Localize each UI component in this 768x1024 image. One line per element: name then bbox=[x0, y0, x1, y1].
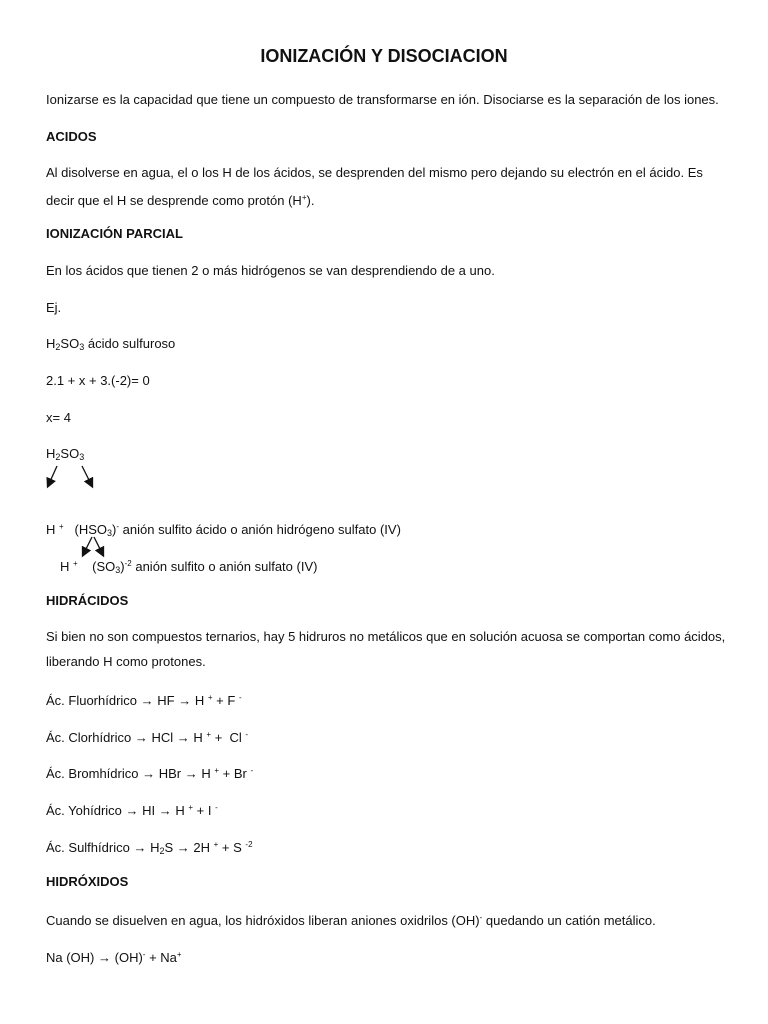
hidroxido-example: Na (OH) → (OH)- + Na+ bbox=[46, 950, 182, 965]
item-cation: 2H bbox=[193, 840, 210, 855]
item-cation: H bbox=[201, 766, 211, 781]
hidroxidos-paragraph: Cuando se disuelven en agua, los hidróxidos liberan aniones oxidrilos (OH)- quedando un catión metálico. bbox=[46, 913, 656, 928]
item-anion: S bbox=[233, 840, 242, 855]
oxidation-equation: 2.1 + x + 3.(-2)= 0 bbox=[46, 373, 150, 388]
hidracido-item: Ác. Sulfhídrico → $H_2S \to 2H$ + + S $^{-2}$ bbox=[46, 840, 253, 856]
item-anion: Br bbox=[233, 766, 247, 781]
example-label: Ej. bbox=[46, 300, 62, 315]
item-formula: HI bbox=[142, 803, 156, 818]
item-formula: HCl bbox=[151, 730, 174, 745]
item-formula: HBr bbox=[158, 766, 182, 781]
hidracido-item: Ác. Clorhídrico → HCl → H + + Cl - bbox=[46, 730, 249, 745]
step-2-line: H + $(SO_3)^{-2}$ anión sulfito o anión sulfato (IV) bbox=[60, 559, 318, 575]
heading-ionizacion-parcial: IONIZACIÓN PARCIAL bbox=[46, 226, 183, 241]
heading-acidos: ACIDOS bbox=[46, 129, 97, 144]
page-title: IONIZACIÓN Y DISOCIACION bbox=[260, 46, 508, 66]
example-lhs: Na (OH) bbox=[46, 950, 95, 965]
item-anion: I bbox=[207, 803, 212, 818]
compound-name: ácido sulfuroso bbox=[87, 336, 176, 351]
step-2-name: anión sulfito o anión sulfato (IV) bbox=[135, 559, 318, 574]
example-cation: Na bbox=[160, 950, 177, 965]
acidos-text: decir que el H se desprende como protón (H bbox=[46, 193, 302, 208]
item-cation: H bbox=[175, 803, 185, 818]
intro-paragraph: Ionizarse es la capacidad que tiene un compuesto de transformarse en ión. Disociarse es la separación de los iones. bbox=[46, 92, 719, 107]
arrow-down-right-1 bbox=[82, 466, 92, 486]
hidracidos-paragraph-line-1: Si bien no son compuestos ternarios, hay 5 hidruros no metálicos que en solución acuosa se comportan como ácidos, bbox=[46, 629, 726, 644]
hidracido-item: Ác. Fluorhídrico → HF → H + + F - bbox=[46, 693, 242, 708]
item-cation: H bbox=[194, 693, 205, 708]
item-anion: Cl bbox=[229, 730, 242, 745]
item-name: Ác. Fluorhídrico bbox=[46, 693, 138, 708]
item-formula-end: S bbox=[164, 840, 174, 855]
item-cation: H bbox=[193, 730, 203, 745]
acidos-paragraph-line-1: Al disolverse en agua, el o los H de los ácidos, se desprenden del mismo pero dejando su electrón en el ácido. Es bbox=[46, 165, 703, 180]
hidroxidos-text-end: quedando un catión metálico. bbox=[482, 913, 656, 928]
proton-charge: + bbox=[301, 193, 307, 202]
item-formula: HF bbox=[157, 693, 175, 708]
hidracido-item: Ác. Bromhídrico → HBr → H + + Br - bbox=[46, 766, 254, 781]
acidos-text-end: ). bbox=[306, 193, 315, 208]
item-formula-subscript: 2 bbox=[159, 846, 165, 856]
arrow-down-left-1 bbox=[48, 466, 57, 486]
hidracido-item: Ác. Yohídrico → HI → H + + I - bbox=[46, 803, 218, 818]
hidroxidos-text: Cuando se disuelven en agua, los hidróxidos liberan aniones oxidrilos (OH) bbox=[46, 913, 480, 928]
hidracidos-paragraph-line-2: liberando H como protones. bbox=[46, 654, 206, 669]
item-name: Ác. Sulfhídrico bbox=[46, 840, 130, 855]
item-name: Ác. Clorhídrico bbox=[46, 730, 132, 745]
example-anion: (OH) bbox=[114, 950, 143, 965]
heading-hidracidos: HIDRÁCIDOS bbox=[46, 593, 129, 608]
compound-line: $H_2SO_3$ ácido sulfuroso bbox=[46, 336, 176, 352]
ionizacion-paragraph: En los ácidos que tienen 2 o más hidrógenos se van desprendiendo de a uno. bbox=[46, 263, 495, 278]
heading-hidroxidos: HIDRÓXIDOS bbox=[46, 874, 129, 889]
oxidation-result: x= 4 bbox=[46, 410, 71, 425]
step-1-name: anión sulfito ácido o anión hidrógeno sulfato (IV) bbox=[122, 522, 401, 537]
item-formula: H bbox=[150, 840, 160, 855]
item-name: Ác. Yohídrico bbox=[46, 803, 122, 818]
item-anion-charge: -2 bbox=[245, 840, 253, 849]
formula-h2so3: $H_2SO_3$ bbox=[46, 446, 85, 462]
step-1-line: H + $(HSO_3)^-$ anión sulfito ácido o anión hidrógeno sulfato (IV) bbox=[46, 522, 401, 538]
item-anion: F bbox=[227, 693, 236, 708]
item-name: Ác. Bromhídrico bbox=[46, 766, 139, 781]
